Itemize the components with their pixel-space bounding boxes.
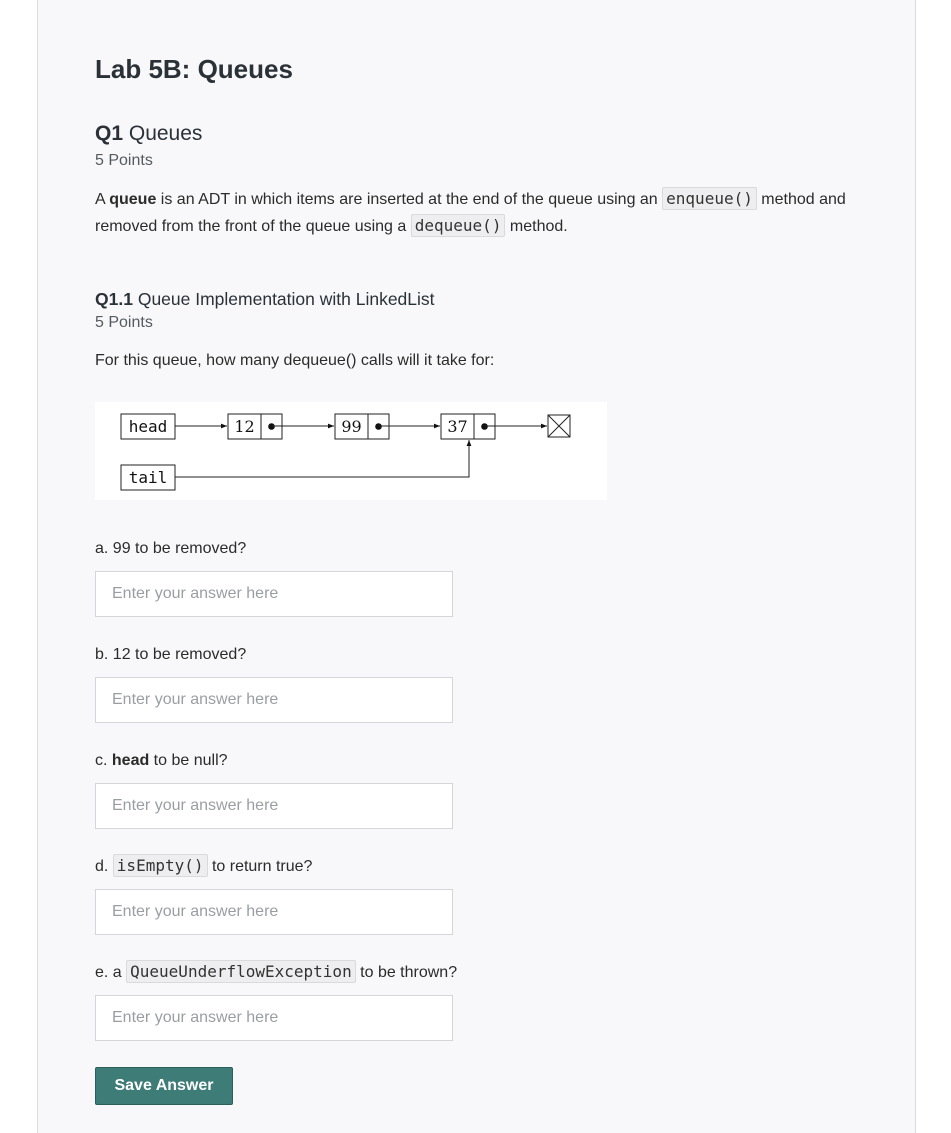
head-label: head xyxy=(128,417,168,436)
question-d-suffix: to return true? xyxy=(207,858,313,875)
tail-label: tail xyxy=(128,468,168,487)
question-1-intro xyxy=(95,186,855,240)
answer-input-c[interactable] xyxy=(95,783,453,829)
intro-text: method and removed from the front of the queue using a xyxy=(95,191,846,235)
question-c-bold-head: head xyxy=(111,752,150,769)
question-e-suffix: to be thrown? xyxy=(355,964,458,981)
linked-list-diagram xyxy=(95,402,607,500)
intro-text: method. xyxy=(505,218,568,235)
question-1-1-points: 5 Points xyxy=(95,314,153,331)
linked-list-svg xyxy=(95,402,607,500)
intro-bold-queue: queue xyxy=(109,191,157,208)
question-a-label: a. 99 to be removed? xyxy=(95,540,247,557)
question-c-label xyxy=(95,752,228,770)
node-value-99: 99 xyxy=(341,417,362,436)
question-1-1-name: Queue Implementation with LinkedList xyxy=(137,289,435,309)
question-e-prefix: e. a xyxy=(95,964,127,981)
question-e-label xyxy=(95,962,457,982)
question-1-points: 5 Points xyxy=(95,152,153,169)
intro-text: A xyxy=(95,191,110,208)
question-1-name: Queues xyxy=(128,122,203,145)
node-value-12: 12 xyxy=(234,417,255,436)
tail-pointer-arrow xyxy=(175,440,469,477)
code-queue-underflow-exception: QueueUnderflowException xyxy=(126,960,356,983)
assignment-page xyxy=(37,0,916,1133)
question-c-suffix: to be null? xyxy=(149,752,228,769)
code-isempty: isEmpty() xyxy=(113,854,208,877)
question-1-1-title xyxy=(95,289,435,310)
question-1-number: Q1 xyxy=(95,122,124,145)
code-enqueue: enqueue() xyxy=(662,187,757,210)
question-d-label xyxy=(95,856,312,876)
question-1-1-prompt: For this queue, how many dequeue() calls will it take for: xyxy=(95,352,495,369)
answer-input-a[interactable] xyxy=(95,571,453,617)
answer-input-b[interactable] xyxy=(95,677,453,723)
question-c-prefix: c. xyxy=(95,752,112,769)
question-1-1-number: Q1.1 xyxy=(95,289,133,309)
page-title: Lab 5B: Queues xyxy=(95,54,293,84)
save-answer-button[interactable]: Save Answer xyxy=(95,1067,233,1105)
intro-text: is an ADT in which items are inserted at the end of the queue using an xyxy=(156,191,663,208)
answer-input-d[interactable] xyxy=(95,889,453,935)
code-dequeue: dequeue() xyxy=(411,214,506,237)
question-1-title xyxy=(95,122,202,146)
answer-input-e[interactable] xyxy=(95,995,453,1041)
question-b-label: b. 12 to be removed? xyxy=(95,646,247,663)
question-d-prefix: d. xyxy=(95,858,113,875)
node-value-37: 37 xyxy=(447,417,468,436)
